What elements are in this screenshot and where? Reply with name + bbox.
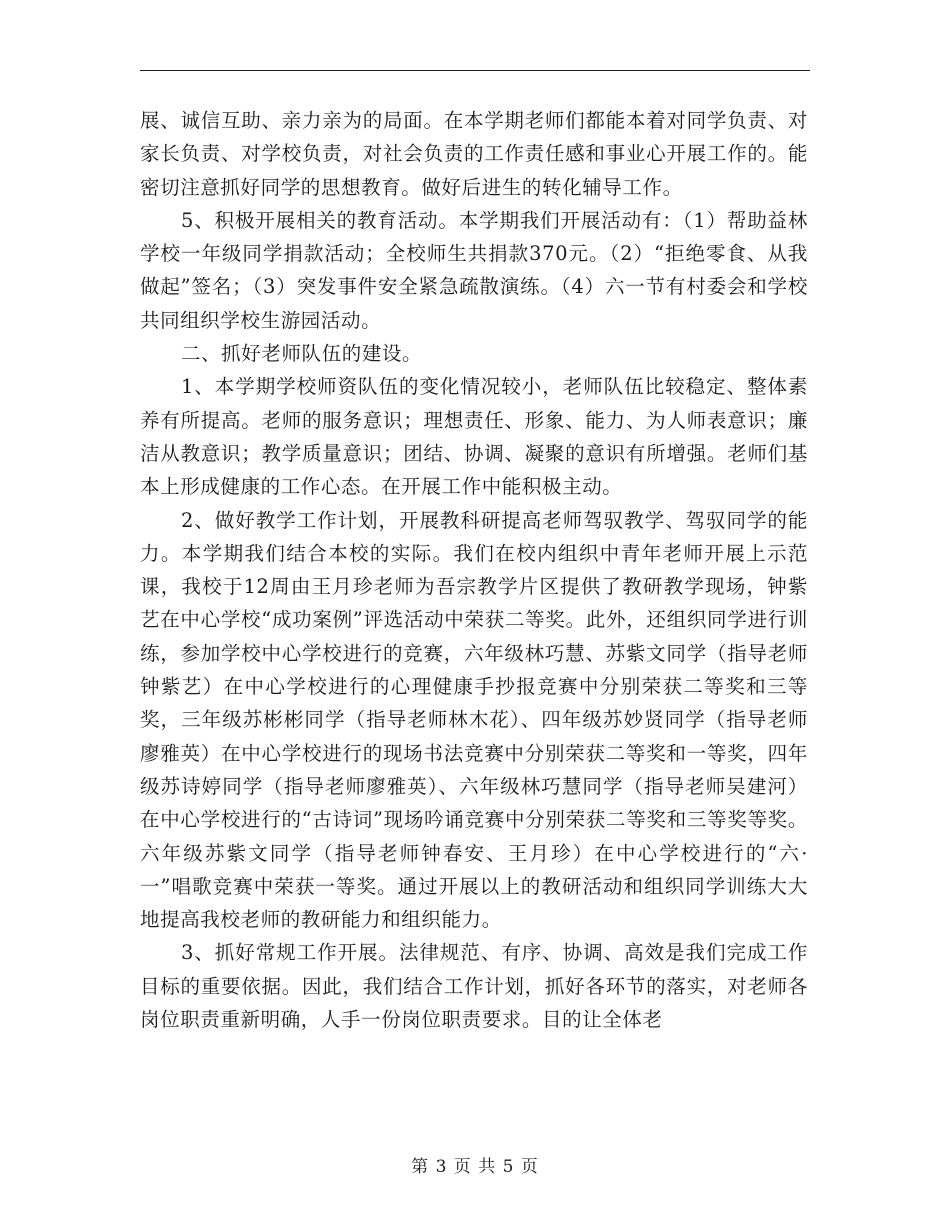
paragraph-education-activities: 5、积极开展相关的教育活动。本学期我们开展活动有：（1）帮助益林学校一年级同学捐款活动；全校师生共捐款370元。（2）“拒绝零食、从我做起”签名；（3）突发事件安全紧急疏散演练。（4）六一节有村委会和学校共同组织学校生游园活动。 [140,208,808,332]
paragraph-teacher-stability: 1、本学期学校师资队伍的变化情况较小，老师队伍比较稳定、整体素养有所提高。老师的服务意识；理想责任、形象、能力、为人师表意识；廉洁从教意识；教学质量意识；团结、协调、凝聚的意识有所增强。老师们基本上形成健康的工作心态。在开展工作中能积极主动。 [140,375,808,499]
page-footer: 第 3 页 共 5 页 [411,1157,539,1177]
header-rule [140,70,810,71]
paragraph-continuation: 展、诚信互助、亲力亲为的局面。在本学期老师们都能本着对同学负责、对家长负责、对学校负责，对社会负责的工作责任感和事业心开展工作的。能密切注意抓好同学的思想教育。做好后进生的转化辅导工作。 [140,109,808,199]
paragraph-teaching-plan: 2、做好教学工作计划，开展教科研提高老师驾驭教学、驾驭同学的能力。本学期我们结合本校的实际。我们在校内组织中青年老师开展上示范课，我校于12周由王月珍老师为吾宗教学片区提供了教研教学现场，钟紫艺在中心学校“成功案例”评选活动中荣获二等奖。此外，还组织同学进行训练，参加学校中心学校进行的竞赛，六年级林巧慧、苏紫文同学（指导老师钟紫艺）在中心学校进行的心理健康手抄报竞赛中分别荣获二等奖和三等奖，三年级苏彬彬同学（指导老师林木花）、四年级苏妙贤同学（指导老师廖雅英）在中心学校进行的现场书法竞赛中分别荣获二等奖和一等奖，四年级苏诗婷同学（指导老师廖雅英）、六年级林巧慧同学（指导老师吴建河）在中心学校进行的“古诗词”现场吟诵竞赛中分别荣获二等奖和三等奖等奖。六年级苏紫文同学（指导老师钟春安、王月珍）在中心学校进行的“六·一”唱歌竞赛中荣获一等奖。通过开展以上的教研活动和组织同学训练大大地提高我校老师的教研能力和组织能力。 [140,508,808,932]
section-heading-teacher-team: 二、抓好老师队伍的建设。 [180,342,423,366]
paragraph-routine-work: 3、抓好常规工作开展。法律规范、有序、协调、高效是我们完成工作目标的重要依据。因此，我们结合工作计划，抓好各环节的落实，对老师各岗位职责重新明确，人手一份岗位职责要求。目的让全体老 [140,941,808,1032]
document-body [140,104,808,1036]
